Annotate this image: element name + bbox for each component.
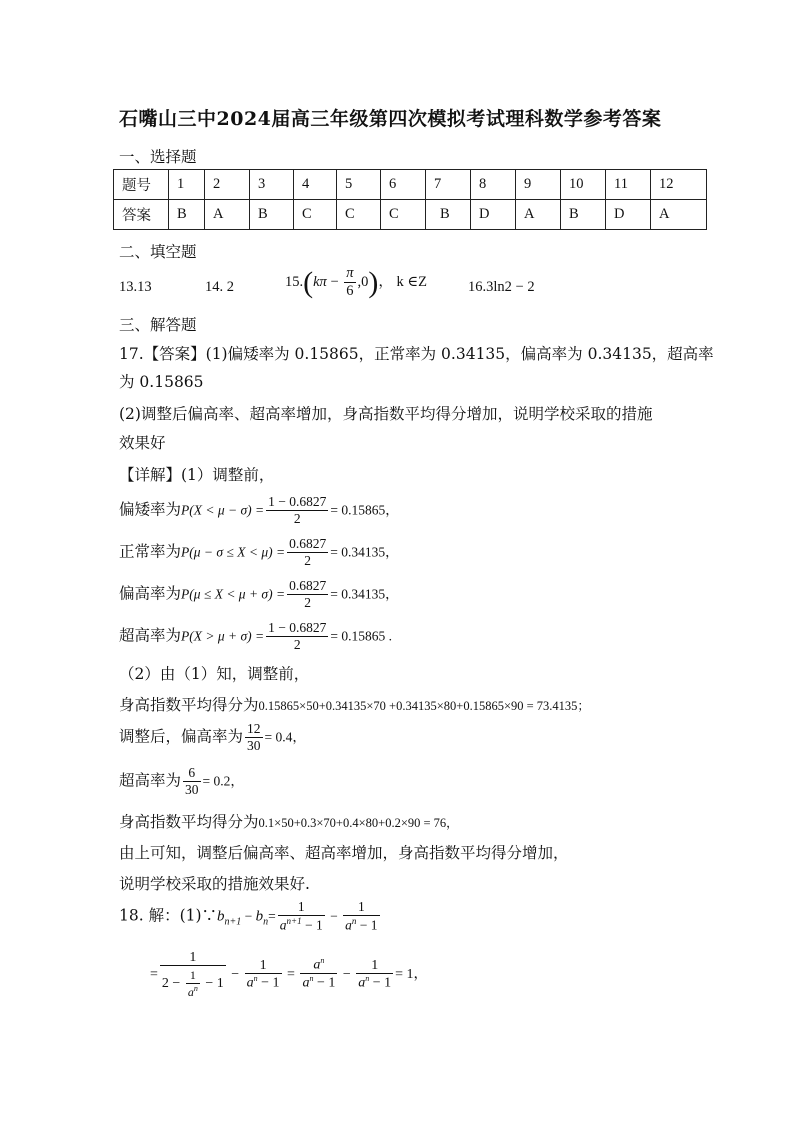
fraction: $\frac{6}{30}$	[185, 765, 199, 797]
fraction: 1 2 − $\frac{1}{a^n}$ − 1	[161, 950, 224, 999]
section-heading-solve: 三、解答题	[119, 316, 197, 334]
fraction: $\frac{1}{a^{n+1} - 1}$	[279, 899, 323, 933]
fraction: $\frac{\pi}{6}$	[346, 265, 354, 299]
table-cell: 11	[606, 170, 651, 200]
q15-number: 15.	[285, 274, 304, 291]
fraction: $\frac{0.6827}{2}$	[289, 536, 327, 568]
table-cell: B	[169, 200, 205, 230]
table-cell: C	[337, 200, 381, 230]
table-cell: A	[651, 200, 707, 230]
adjusted-super-rate: 超高率为 $\frac{6}{30}$ = 0.2，	[119, 765, 244, 797]
table-header-cell: 答案	[114, 200, 169, 230]
conclusion-line: 由上可知，调整后偏高率、超高率增加，身高指数平均得分增加，	[119, 844, 569, 862]
table-header-cell: 题号	[114, 170, 169, 200]
table-cell: 8	[471, 170, 516, 200]
table-cell: A	[205, 200, 250, 230]
answer-q13: 13.13	[119, 279, 152, 295]
q15-domain: ， k ∈Z	[378, 274, 427, 291]
q17-answer-line: (2)调整后偏高率、超高率增加，身高指数平均得分增加，说明学校采取的措施	[119, 405, 653, 423]
table-cell: 1	[169, 170, 205, 200]
answer-q16: 16.3ln2 − 2	[468, 279, 535, 295]
table-cell: 6	[381, 170, 426, 200]
table-cell: B	[250, 200, 294, 230]
answer-q15: 15.(kπ − $\frac{\pi}{6}$ ,0)， k ∈Z	[285, 265, 427, 299]
table-cell: D	[471, 200, 516, 230]
fraction: $\frac{1 - 0.6827}{2}$	[268, 620, 327, 652]
table-row-numbers	[114, 170, 707, 200]
rate-line-normal: 正常率为P(μ − σ ≤ X < μ) = $\frac{0.6827}{2}$ = 0.34135，	[119, 536, 399, 568]
q17-part2: （2）由（1）知，调整前，	[119, 665, 310, 683]
paren-right: )	[368, 265, 379, 299]
fraction: $\frac{12}{30}$	[247, 721, 261, 753]
table-cell: A	[516, 200, 561, 230]
page-title: 石嘴山三中2024届高三年级第四次模拟考试理科数学参考答案	[119, 108, 662, 130]
table-cell: 3	[250, 170, 294, 200]
table-row-answers	[114, 200, 707, 230]
section-heading-choice: 一、选择题	[119, 148, 197, 166]
avg-score-after: 身高指数平均得分为0.1×50+0.3×70+0.4×80+0.2×90 = 76，	[119, 813, 459, 831]
fraction: $\frac{a^n}{a^n - 1}$	[302, 956, 336, 991]
q17-detail-heading: 【详解】(1）调整前，	[119, 466, 275, 484]
adjusted-high-rate: 调整后，偏高率为 $\frac{12}{30}$ = 0.4，	[119, 721, 306, 753]
rate-line-short: 偏矮率为P(X < μ − σ) = $\frac{1 - 0.6827}{2}$ = 0.15865，	[119, 494, 399, 526]
paren-left: (	[303, 265, 314, 299]
fraction: $\frac{0.6827}{2}$	[289, 578, 327, 610]
table-cell: C	[381, 200, 426, 230]
avg-score-before: 身高指数平均得分为0.15865×50+0.34135×70 +0.34135×80+0.15865×90 = 73.4135；	[119, 696, 590, 714]
answer-table	[113, 169, 707, 230]
table-cell: 12	[651, 170, 707, 200]
table-cell: D	[606, 200, 651, 230]
fraction: $\frac{1}{a^n - 1}$	[246, 957, 280, 991]
table-cell: 9	[516, 170, 561, 200]
q18-line-1: 18. 解：$(1)\because b_{n+1} - b_n=$ $\frac{1}{a^{n+1} - 1}$ − $\frac{1}{a^n - 1}$	[119, 899, 378, 933]
section-heading-fill: 二、填空题	[119, 243, 197, 261]
q15-k: kπ	[313, 274, 327, 291]
table-cell: 7	[426, 170, 471, 200]
table-cell: B	[561, 200, 606, 230]
table-cell: B	[426, 200, 471, 230]
q18-line-2: = 1 2 − $\frac{1}{a^n}$ − 1 − $\frac{1}{a^n - 1}$ = $\frac{a^n}{a^n - 1}$ − $\frac{1}{a^n - 1}$ = 1，	[150, 950, 428, 999]
answer-q14: 14. 2	[205, 279, 234, 295]
table-cell: 10	[561, 170, 606, 200]
table-cell: 4	[294, 170, 337, 200]
rate-line-high: 偏高率为P(μ ≤ X < μ + σ) = $\frac{0.6827}{2}$ = 0.34135，	[119, 578, 399, 610]
table-cell: 2	[205, 170, 250, 200]
fraction: $\frac{1}{a^n - 1}$	[358, 957, 392, 991]
conclusion-line: 说明学校采取的措施效果好.	[119, 875, 310, 893]
q17-answer-line: 为 0.15865	[119, 373, 204, 391]
table-cell: 5	[337, 170, 381, 200]
q17-answer-line: 17.【答案】(1)偏矮率为 0.15865，正常率为 0.34135，偏高率为 0.34135，超高率	[119, 345, 714, 363]
table-cell: C	[294, 200, 337, 230]
fraction: $\frac{1}{a^n - 1}$	[345, 899, 378, 933]
q17-answer-line: 效果好	[119, 434, 166, 452]
rate-line-super: 超高率为P(X > μ + σ) = $\frac{1 - 0.6827}{2}$ = 0.15865 .	[119, 620, 393, 652]
fraction: $\frac{1 - 0.6827}{2}$	[268, 494, 327, 526]
